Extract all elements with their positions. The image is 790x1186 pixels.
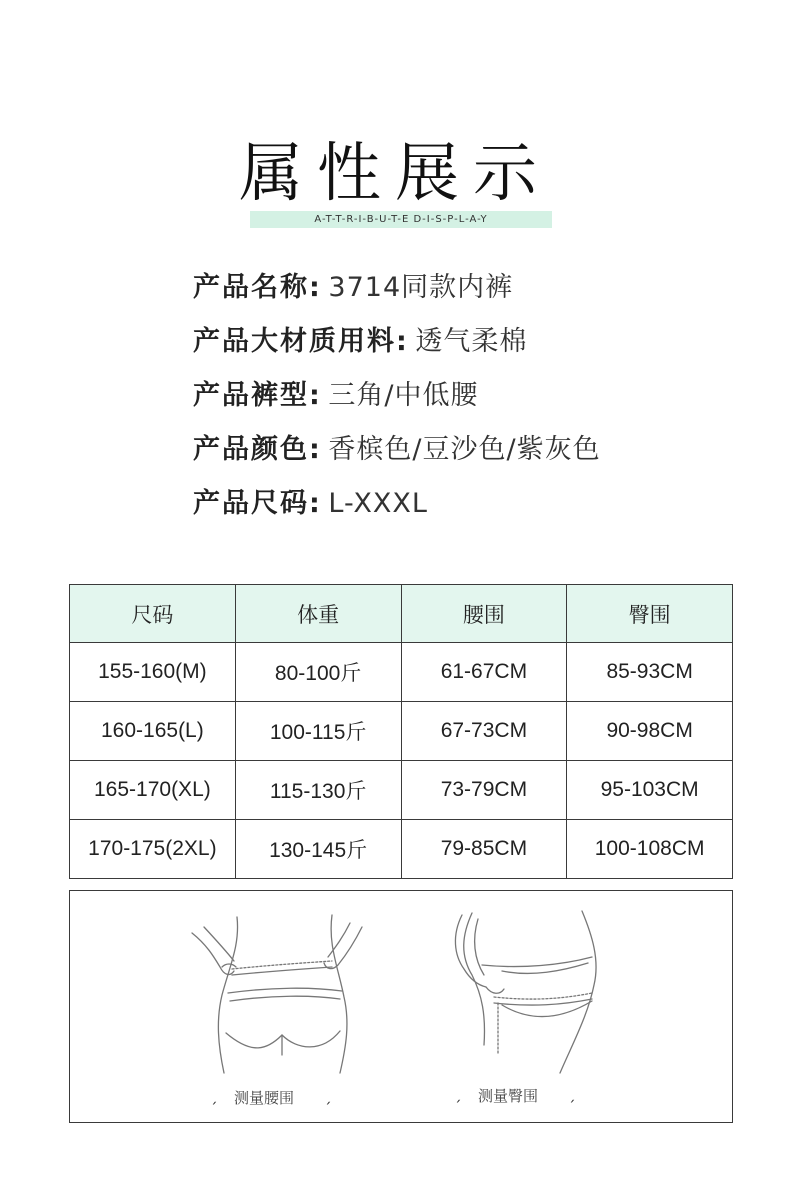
attribute-separator: : [309, 380, 320, 411]
attribute-key: 产品颜色 [193, 434, 309, 465]
table-cell: 130-145斤 [235, 820, 401, 879]
page-subtitle: A-T-T-R-I-B-U-T-E D-I-S-P-L-A-Y [314, 214, 488, 225]
attribute-value: 透气柔棉 [415, 326, 528, 357]
attribute-key: 产品裤型 [193, 380, 309, 411]
table-cell: 61-67CM [401, 643, 567, 702]
decorative-tick-icon: ˏ [568, 1085, 576, 1103]
waist-measure-caption: 测量腰围 [234, 1089, 295, 1107]
attribute-key: 产品尺码 [193, 488, 309, 519]
table-cell: 95-103CM [567, 761, 733, 820]
attribute-value: 三角/中低腰 [328, 380, 479, 411]
table-cell: 165-170(XL) [70, 761, 236, 820]
hip-measure-illustration [442, 905, 622, 1075]
table-row [70, 643, 733, 702]
attribute-separator: : [309, 272, 320, 303]
attribute-value: L-XXXL [328, 488, 428, 519]
table-cell: 79-85CM [401, 820, 567, 879]
column-header-waist: 腰围 [401, 585, 567, 643]
table-cell: 115-130斤 [235, 761, 401, 820]
size-chart-table [69, 584, 733, 879]
attribute-key: 产品大材质用料 [193, 326, 396, 357]
attribute-key: 产品名称 [193, 272, 309, 303]
attribute-value: 3714同款内裤 [328, 272, 514, 303]
decorative-tick-icon: ˏ [210, 1087, 218, 1105]
attribute-value: 香槟色/豆沙色/紫灰色 [328, 434, 601, 465]
attribute-separator: : [309, 434, 320, 465]
table-cell: 85-93CM [567, 643, 733, 702]
attribute-separator: : [309, 488, 320, 519]
column-header-hip: 臀围 [567, 585, 733, 643]
column-header-weight: 体重 [235, 585, 401, 643]
attribute-row-size [193, 482, 601, 536]
attribute-list [193, 266, 601, 536]
waist-measure-illustration [182, 905, 372, 1075]
table-cell: 90-98CM [567, 702, 733, 761]
decorative-tick-icon: ˏ [454, 1085, 462, 1103]
attribute-row-color [193, 428, 601, 482]
table-cell: 160-165(L) [70, 702, 236, 761]
table-row [70, 761, 733, 820]
table-cell: 67-73CM [401, 702, 567, 761]
attribute-row-style [193, 374, 601, 428]
table-header-row [70, 585, 733, 643]
table-cell: 100-108CM [567, 820, 733, 879]
table-cell: 73-79CM [401, 761, 567, 820]
decorative-tick-icon: ˏ [324, 1087, 332, 1105]
attribute-separator: : [396, 326, 407, 357]
table-row [70, 820, 733, 879]
attribute-row-name [193, 266, 601, 320]
table-cell: 155-160(M) [70, 643, 236, 702]
hip-measure-caption: 测量臀围 [478, 1087, 539, 1105]
table-row [70, 702, 733, 761]
table-cell: 80-100斤 [235, 643, 401, 702]
page-title: 属性展示 [239, 137, 551, 211]
attribute-row-material [193, 320, 601, 374]
table-cell: 100-115斤 [235, 702, 401, 761]
table-cell: 170-175(2XL) [70, 820, 236, 879]
column-header-size: 尺码 [70, 585, 236, 643]
measurement-guide [69, 890, 733, 1123]
